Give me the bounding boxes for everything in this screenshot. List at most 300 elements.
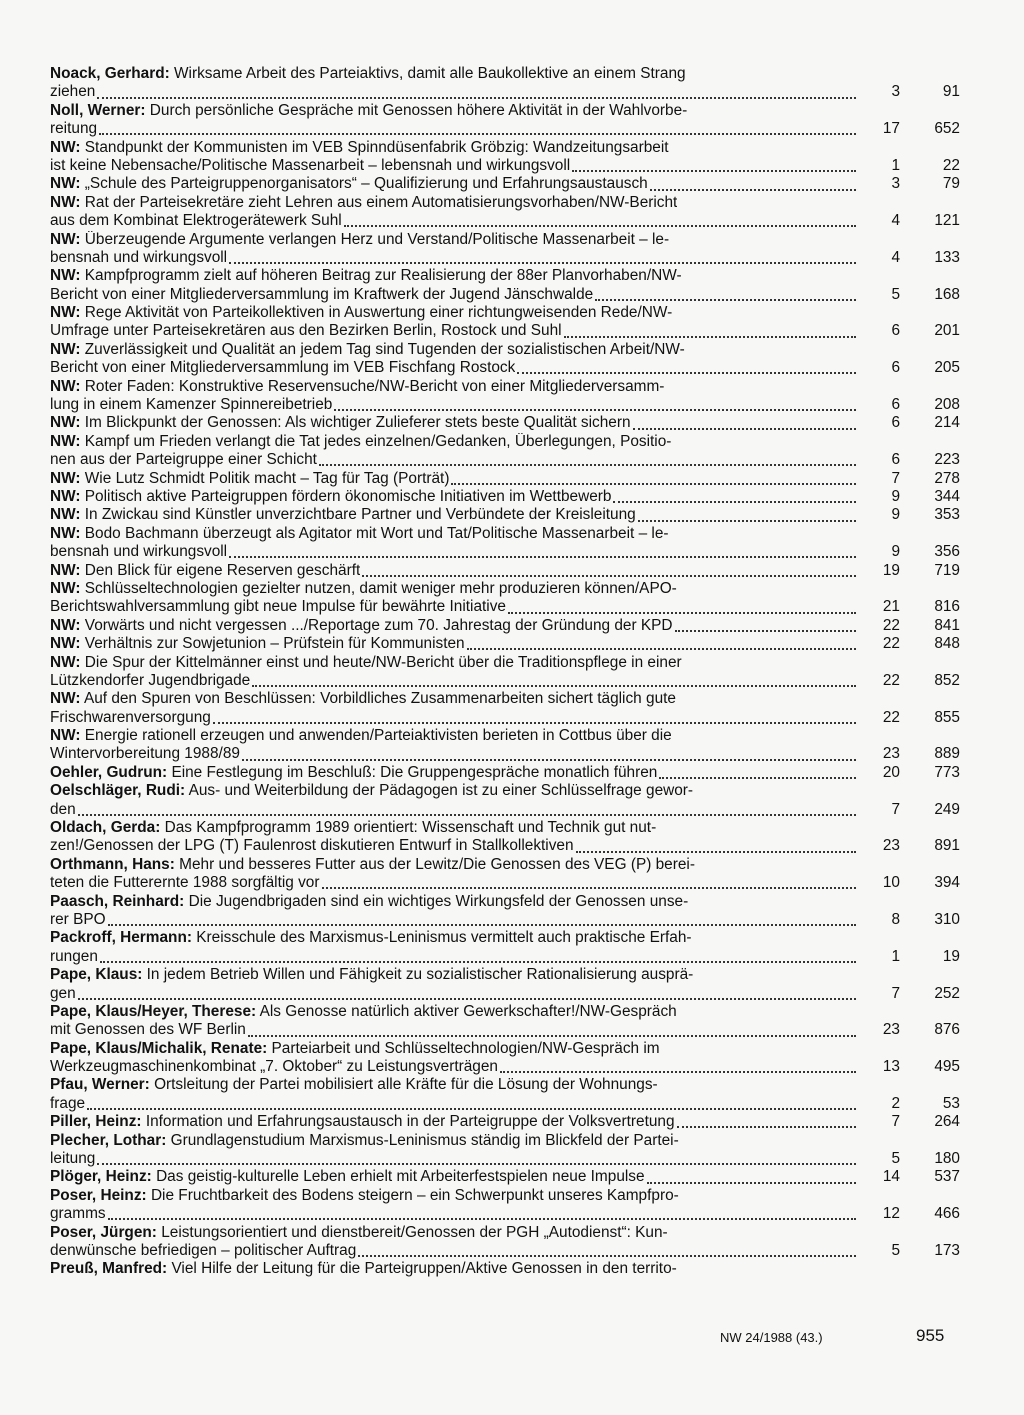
entry-issue: 5: [891, 285, 900, 303]
entry-page: 278: [934, 469, 960, 487]
entry-text: [50, 267, 682, 285]
entry-title: Lützkendorfer Jugendbrigade: [50, 671, 251, 689]
entry-page: 121: [934, 212, 960, 230]
index-entry: [50, 102, 960, 139]
index-entry: [50, 1040, 960, 1077]
entry-text: [50, 286, 593, 304]
entry-title: Berichtswahlversammlung gibt neue Impulse für bewährte Initiative: [50, 598, 506, 616]
entry-title: Kampfprogramm zielt auf höheren Beitrag zur Realisierung der 88er Planvorhaben/NW-: [84, 267, 682, 285]
entry-author: NW:: [50, 267, 81, 285]
entry-line: [50, 801, 960, 819]
entry-text: [50, 543, 227, 561]
entry-line: [50, 322, 960, 340]
entry-text: [50, 1003, 677, 1021]
index-entry: [50, 764, 960, 782]
entry-text: [50, 985, 76, 1003]
entry-author: Oelschläger, Rudi:: [50, 782, 186, 800]
index-entry: [50, 1076, 960, 1113]
dot-leader: [248, 1035, 856, 1037]
entry-line: [50, 1021, 960, 1039]
entry-line: [50, 1205, 960, 1223]
entry-line: [50, 83, 960, 101]
entry-line: [50, 1132, 960, 1150]
entry-issue: 7: [891, 800, 900, 818]
entry-author: NW:: [50, 524, 81, 542]
entry-text: [50, 470, 449, 488]
entry-issue: 14: [882, 1168, 900, 1186]
entry-title: Information und Erfahrungsaustausch in der Parteigruppe der Volksvertretung: [145, 1113, 675, 1131]
entry-text: [50, 451, 317, 469]
index-entry: [50, 231, 960, 268]
entry-line: [50, 966, 960, 984]
entry-issue: 4: [891, 212, 900, 230]
entry-line: [50, 1058, 960, 1076]
entry-line: [50, 745, 960, 763]
index-entry: [50, 1224, 960, 1261]
entry-author: NW:: [50, 561, 81, 579]
entry-issue: 13: [882, 1058, 900, 1076]
entry-title: Leistungsorientiert und dienstbereit/Genossen der PGH „Autodienst“: Kun-: [161, 1223, 668, 1241]
entry-author: Poser, Heinz:: [50, 1186, 147, 1204]
entry-author: Packroff, Hermann:: [50, 929, 192, 947]
entry-issue: 10: [882, 874, 900, 892]
entry-line: [50, 249, 960, 267]
entry-author: NW:: [50, 304, 81, 322]
index-entry: [50, 433, 960, 470]
entry-line: [50, 985, 960, 1003]
entry-page: 344: [934, 487, 960, 505]
entry-author: Noack, Gerhard:: [50, 65, 170, 82]
index-entry: [50, 690, 960, 727]
entry-issue: 23: [882, 1021, 900, 1039]
entry-text: [50, 562, 360, 580]
entry-title: ist keine Nebensache/Politische Massenarbeit – lebensnah und wirkungsvoll: [50, 156, 571, 174]
entry-text: [50, 139, 669, 157]
dot-leader: [500, 1071, 856, 1073]
entry-page: 466: [934, 1205, 960, 1223]
index-entry: [50, 378, 960, 415]
entry-text: [50, 83, 95, 101]
entry-issue: 9: [891, 487, 900, 505]
page-footer: [0, 1326, 1024, 1350]
entry-line: [50, 231, 960, 249]
entry-line: [50, 911, 960, 929]
entry-title: bensnah und wirkungsvoll: [50, 248, 228, 266]
entry-author: Pape, Klaus/Michalik, Renate:: [50, 1039, 268, 1057]
entry-author: NW:: [50, 690, 81, 708]
entry-text: [50, 672, 250, 690]
entry-text: [50, 709, 211, 727]
entry-text: [50, 1021, 246, 1039]
entry-text: [50, 598, 506, 616]
dot-leader: [229, 556, 856, 558]
entry-line: [50, 819, 960, 837]
entry-title: Schlüsseltechnologien gezielter nutzen, damit weniger mehr produzieren können/APO-: [84, 579, 677, 597]
entry-title: Aus- und Weiterbildung der Pädagogen ist zu einer Schlüsselfrage gewor-: [188, 782, 694, 800]
entry-author: Noll, Werner:: [50, 101, 146, 119]
entry-page: 876: [934, 1021, 960, 1039]
index-entry: [50, 856, 960, 893]
entry-text: [50, 1095, 85, 1113]
dot-leader: [595, 299, 856, 301]
entry-author: NW:: [50, 506, 81, 524]
entry-line: [50, 286, 960, 304]
entry-issue: 12: [882, 1205, 900, 1223]
dot-leader: [358, 1255, 856, 1257]
entry-line: [50, 635, 960, 653]
entry-title: Als Genosse natürlich aktiver Gewerkschafter!/NW-Gespräch: [259, 1002, 677, 1020]
entry-line: [50, 341, 960, 359]
entry-line: [50, 470, 960, 488]
entry-text: [50, 414, 631, 432]
entry-title: Überzeugende Argumente verlangen Herz und Verstand/Politische Massenarbeit – le-: [84, 230, 670, 248]
index-entry: [50, 506, 960, 524]
entry-page: 223: [934, 451, 960, 469]
entry-text: [50, 966, 693, 984]
index-entry: [50, 341, 960, 378]
entry-page: 208: [934, 396, 960, 414]
entry-text: [50, 249, 227, 267]
dot-leader: [108, 924, 856, 926]
entry-text: [50, 1205, 106, 1223]
entry-line: [50, 120, 960, 138]
entry-page: 855: [934, 708, 960, 726]
dot-leader: [344, 225, 856, 227]
index-entry: [50, 819, 960, 856]
page-number: 955: [916, 1326, 945, 1345]
entry-text: [50, 304, 672, 322]
entry-page: 852: [934, 671, 960, 689]
index-entry: [50, 1187, 960, 1224]
entry-text: [50, 1076, 658, 1094]
entry-issue: 6: [891, 451, 900, 469]
entry-title: Energie rationell erzeugen und anwenden/Parteiaktivisten berieten in Cottbus über die: [84, 727, 672, 745]
entry-author: Orthmann, Hans:: [50, 855, 175, 873]
entry-title: Das Kampfprogramm 1989 orientiert: Wissenschaft und Technik gut nut-: [164, 819, 657, 837]
dot-leader: [242, 759, 856, 761]
dot-leader: [100, 961, 856, 963]
dot-leader: [451, 483, 856, 485]
entry-issue: 9: [891, 543, 900, 561]
entry-author: Plecher, Lothar:: [50, 1131, 167, 1149]
entry-title: den: [50, 800, 76, 818]
entry-title: Grundlagenstudium Marxismus-Leninismus ständig im Blickfeld der Partei-: [170, 1131, 679, 1149]
entry-line: [50, 727, 960, 745]
index-entry: [50, 1113, 960, 1131]
dot-leader: [99, 133, 856, 135]
dot-leader: [97, 97, 856, 99]
entry-page: 816: [934, 598, 960, 616]
entry-issue: 22: [882, 671, 900, 689]
entry-title: Bericht von einer Mitgliederversammlung im Kraftwerk der Jugend Jänschwalde: [50, 285, 594, 303]
entry-text: [50, 175, 648, 193]
dot-leader: [564, 336, 856, 338]
entry-issue: 23: [882, 745, 900, 763]
entry-page: 891: [934, 837, 960, 855]
entry-text: [50, 1168, 645, 1186]
entry-line: [50, 617, 960, 635]
entry-title: Frischwarenversorgung: [50, 708, 211, 726]
entry-page: 173: [934, 1242, 960, 1259]
entry-title: Vorwärts und nicht vergessen .../Reportage zum 70. Jahrestag der Gründung der KPD: [84, 616, 673, 634]
entry-author: Oldach, Gerda:: [50, 819, 161, 837]
entry-title: gramms: [50, 1205, 106, 1223]
entry-line: [50, 157, 960, 175]
entry-line: [50, 414, 960, 432]
entry-title: Roter Faden: Konstruktive Reservensuche/NW-Bericht von einer Mitgliederversamm-: [84, 377, 665, 395]
entry-page: 537: [934, 1168, 960, 1186]
entry-title: Den Blick für eigene Reserven geschärft: [84, 561, 361, 579]
entry-title: Zuverlässigkeit und Qualität an jedem Tag sind Tugenden der sozialistischen Arbeit/NW-: [84, 340, 685, 358]
entry-title: reitung: [50, 120, 98, 138]
entry-author: NW:: [50, 616, 81, 634]
entry-author: NW:: [50, 635, 81, 653]
dot-leader: [362, 575, 856, 577]
index-entry: [50, 194, 960, 231]
dot-leader: [517, 372, 856, 374]
entry-page: 264: [934, 1113, 960, 1131]
index-entry: [50, 1132, 960, 1169]
entry-line: [50, 451, 960, 469]
entry-title: rungen: [50, 947, 98, 965]
entry-issue: 3: [891, 175, 900, 193]
entry-issue: 23: [882, 837, 900, 855]
entry-title: rer BPO: [50, 910, 106, 928]
entry-title: nen aus der Parteigruppe einer Schicht: [50, 451, 317, 469]
entry-title: Standpunkt der Kommunisten im VEB Spinndüsenfabrik Gröbzig: Wandzeitungsarbeit: [84, 138, 669, 156]
entry-title: Die Jugendbrigaden sind ein wichtiges Wirkungsfeld der Genossen unse-: [188, 892, 689, 910]
entry-line: [50, 929, 960, 947]
dot-leader: [675, 630, 856, 632]
entry-issue: 7: [891, 984, 900, 1002]
dot-leader: [572, 170, 856, 172]
entry-title: Verhältnis zur Sowjetunion – Prüfstein für Kommunisten: [84, 635, 465, 653]
entry-title: Durch persönliche Gespräche mit Genossen höhere Aktivität in der Wahlvorbe-: [149, 101, 688, 119]
entry-page: 133: [934, 248, 960, 266]
entry-text: [50, 782, 693, 800]
entry-line: [50, 433, 960, 451]
entry-title: Mehr und besseres Futter aus der Lewitz/Die Genossen des VEG (P) berei-: [179, 855, 695, 873]
entry-line: [50, 1187, 960, 1205]
entry-author: Preuß, Manfred:: [50, 1260, 168, 1278]
index-entry: [50, 782, 960, 819]
entry-line: [50, 580, 960, 598]
entry-title: bensnah und wirkungsvoll: [50, 543, 228, 561]
entry-issue: 22: [882, 635, 900, 653]
entry-issue: 7: [891, 1113, 900, 1131]
entry-author: NW:: [50, 487, 81, 505]
index-entry: [50, 635, 960, 653]
entry-text: [50, 1242, 356, 1260]
entry-text: [50, 359, 515, 377]
entry-issue: 6: [891, 322, 900, 340]
index-entry: [50, 414, 960, 432]
entry-line: [50, 175, 960, 193]
entry-author: NW:: [50, 414, 81, 432]
entry-page: 19: [942, 947, 960, 965]
entry-author: Poser, Jürgen:: [50, 1223, 157, 1241]
entry-text: [50, 488, 611, 506]
entry-title: Kampf um Frieden verlangt die Tat jedes einzelnen/Gedanken, Überlegungen, Positio-: [84, 432, 672, 450]
dot-leader: [508, 612, 856, 614]
dot-leader: [650, 189, 856, 191]
dot-leader: [638, 520, 856, 522]
entry-title: In Zwickau sind Künstler unverzichtbare Partner und Verbündete der Kreisleitung: [84, 506, 636, 524]
entry-title: teten die Futterernte 1988 sorgfältig vor: [50, 874, 320, 892]
entry-page: 889: [934, 745, 960, 763]
entry-line: [50, 672, 960, 690]
entry-author: NW:: [50, 377, 81, 395]
entry-author: Paasch, Reinhard:: [50, 892, 185, 910]
entry-text: [50, 1040, 660, 1058]
entry-text: [50, 929, 692, 947]
entry-line: [50, 654, 960, 672]
dot-leader: [659, 777, 856, 779]
entry-page: 214: [934, 414, 960, 432]
entry-page: 53: [942, 1094, 960, 1112]
entry-line: [50, 764, 960, 782]
entry-text: [50, 120, 97, 138]
entry-page: 168: [934, 285, 960, 303]
entry-text: [50, 874, 320, 892]
index-entry: [50, 1168, 960, 1186]
entry-text: [50, 1224, 668, 1242]
entry-issue: 4: [891, 248, 900, 266]
entry-title: leitung: [50, 1150, 96, 1168]
entry-title: Die Fruchtbarkeit des Bodens steigern – ein Schwerpunkt unseres Kampfpro-: [150, 1186, 679, 1204]
entry-line: [50, 1224, 960, 1242]
index-list: [50, 65, 960, 1279]
entry-author: NW:: [50, 579, 81, 597]
dot-leader: [613, 501, 856, 503]
entry-text: [50, 506, 636, 524]
entry-issue: 6: [891, 359, 900, 377]
entry-text: [50, 1058, 498, 1076]
entry-line: [50, 837, 960, 855]
entry-text: [50, 911, 106, 929]
entry-issue: 1: [891, 947, 900, 965]
entry-text: [50, 378, 664, 396]
entry-text: [50, 1132, 679, 1150]
entry-title: Wirksame Arbeit des Parteiaktivs, damit alle Baukollektive an einem Strang: [174, 65, 686, 82]
entry-text: [50, 341, 685, 359]
entry-title: Im Blickpunkt der Genossen: Als wichtiger Zulieferer stets beste Qualität sichern: [84, 414, 631, 432]
entry-author: Pfau, Werner:: [50, 1076, 150, 1094]
entry-line: [50, 359, 960, 377]
entry-text: [50, 1187, 679, 1205]
entry-page: 394: [934, 874, 960, 892]
entry-author: Plöger, Heinz:: [50, 1168, 152, 1186]
entry-page: 652: [934, 120, 960, 138]
entry-title: Werkzeugmaschinenkombinat „7. Oktober“ zu Leistungsverträgen: [50, 1058, 498, 1076]
entry-title: Parteiarbeit und Schlüsseltechnologien/NW-Gespräch im: [271, 1039, 660, 1057]
entry-line: [50, 948, 960, 966]
entry-line: [50, 194, 960, 212]
dot-leader: [78, 998, 856, 1000]
entry-page: 773: [934, 763, 960, 781]
entry-title: Umfrage unter Parteisekretären aus den Bezirken Berlin, Rostock und Suhl: [50, 322, 562, 340]
entry-author: NW:: [50, 175, 81, 193]
entry-text: [50, 1260, 677, 1278]
entry-title: ziehen: [50, 83, 96, 101]
entry-text: [50, 654, 682, 672]
entry-text: [50, 819, 656, 837]
entry-author: NW:: [50, 230, 81, 248]
entry-title: zen!/Genossen der LPG (T) Faulenrost diskutieren Entwurf in Stallkollektiven: [50, 837, 574, 855]
entry-title: mit Genossen des WF Berlin: [50, 1021, 246, 1039]
entry-text: [50, 525, 669, 543]
entry-author: NW:: [50, 727, 81, 745]
entry-author: NW:: [50, 138, 81, 156]
entry-issue: 2: [891, 1094, 900, 1112]
entry-line: [50, 1168, 960, 1186]
entry-text: [50, 837, 574, 855]
entry-title: Das geistig-kulturelle Leben erhielt mit Arbeiterfestspielen neue Impulse: [156, 1168, 645, 1186]
dot-leader: [647, 1182, 856, 1184]
entry-issue: 20: [882, 763, 900, 781]
entry-page: 79: [942, 175, 960, 193]
entry-title: Viel Hilfe der Leitung für die Parteigruppen/Aktive Genossen in den territo-: [171, 1260, 677, 1278]
index-entry: [50, 617, 960, 635]
entry-author: NW:: [50, 432, 81, 450]
entry-page: 310: [934, 910, 960, 928]
entry-text: [50, 580, 677, 598]
entry-line: [50, 396, 960, 414]
entry-title: Politisch aktive Parteigruppen fördern ökonomische Initiativen im Wettbewerb: [84, 487, 612, 505]
entry-page: 22: [942, 156, 960, 174]
index-entry: [50, 525, 960, 562]
dot-leader: [334, 409, 856, 411]
entry-author: NW:: [50, 193, 81, 211]
index-entry: [50, 470, 960, 488]
entry-text: [50, 212, 342, 230]
entry-line: [50, 212, 960, 230]
entry-title: Bodo Bachmann überzeugt als Agitator mit Wort und Tat/Politische Massenarbeit – le-: [84, 524, 669, 542]
dot-leader: [677, 1126, 856, 1128]
entry-line: [50, 267, 960, 285]
entry-line: [50, 525, 960, 543]
entry-author: NW:: [50, 653, 81, 671]
index-entry: [50, 65, 960, 102]
entry-title: Rat der Parteisekretäre zieht Lehren aus einem Automatisierungsvorhaben/NW-Bericht: [84, 193, 678, 211]
entry-text: [50, 745, 240, 763]
entry-author: NW:: [50, 469, 81, 487]
entry-issue: 17: [882, 120, 900, 138]
entry-issue: 19: [882, 561, 900, 579]
entry-line: [50, 856, 960, 874]
entry-page: 252: [934, 984, 960, 1002]
entry-line: [50, 1076, 960, 1094]
entry-text: [50, 764, 657, 782]
entry-title: Die Spur der Kittelmänner einst und heute/NW-Bericht über die Traditionspflege in einer: [84, 653, 682, 671]
dot-leader: [319, 464, 856, 466]
dot-leader: [576, 851, 856, 853]
entry-line: [50, 378, 960, 396]
entry-text: [50, 856, 695, 874]
entry-line: [50, 598, 960, 616]
dot-leader: [229, 262, 856, 264]
entry-line: [50, 709, 960, 727]
index-entry: [50, 304, 960, 341]
dot-leader: [322, 887, 857, 889]
index-entry: [50, 580, 960, 617]
entry-text: [50, 396, 332, 414]
entry-issue: 22: [882, 616, 900, 634]
dot-leader: [252, 685, 856, 687]
entry-line: [50, 893, 960, 911]
entry-text: [50, 948, 98, 966]
entry-line: [50, 304, 960, 322]
